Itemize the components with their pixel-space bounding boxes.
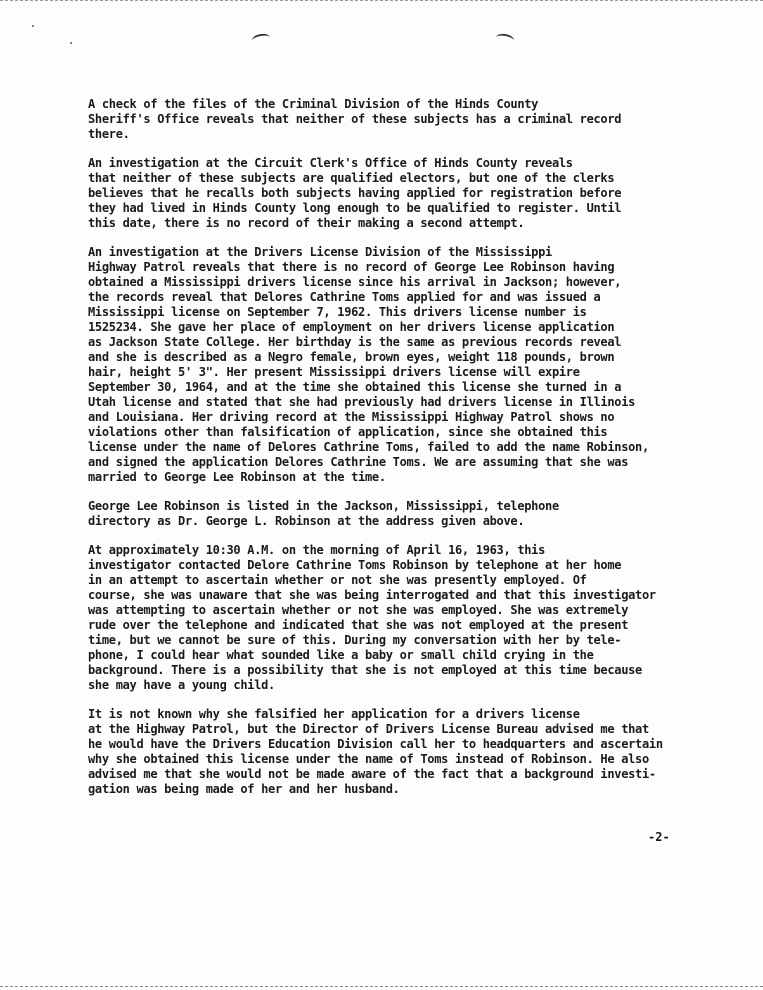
paragraph-criminal-records: A check of the files of the Criminal Division of the Hinds County Sheriff's Office reveals that neither of these subjects has a criminal record there. [88,97,622,141]
scan-speck [32,25,34,27]
page-number: -2- [648,830,670,844]
paragraph-drivers-license: An investigation at the Drivers License Division of the Mississippi Highway Patrol reveals that there is no record of George Lee Robinson having obtained a Mississippi drivers license since his arrival in Jackson; however, the records reveal that Delores Cathrine Toms applied for and was issued a Mississippi license on September 7, 1962. This drivers license number is 1525234. She gave her place of employment on her drivers license application as Jackson State College. Her birthday is the same as previous records reveal and she is described as a Negro female, brown eyes, weight 118 pounds, brown hair, height 5' 3". Her present Mississippi drivers license will expire September 30, 1964, and at the time she obtained this license she turned in a Utah license and stated that she had previously had drivers license in Illinois and Louisiana. Her driving record at the Mississippi Highway Patrol shows no violations other than falsification of application, since she obtained this license under the name of Delores Cathrine Toms, failed to add the name Robinson, and signed the application Delores Cathrine Toms. We are assuming that she was married to George Lee Robinson at the time. [88,245,649,484]
paragraph-falsified-application: It is not known why she falsified her application for a drivers license at the Highway Patrol, but the Director of Drivers License Bureau advised me that he would have the Drivers Education Division call her to headquarters and ascertain why she obtained this license under the name of Toms instead of Robinson. He also advised me that she would not be made aware of the fact that a background investi- gation was being made of her and her husband. [88,707,663,796]
paragraph-phone-contact: At approximately 10:30 A.M. on the morning of April 16, 1963, this investigator contacted Delore Cathrine Toms Robinson by telephone at her home in an attempt to ascertain whether or not she was presently employed. Of course, she was unaware that she was being interrogated and that this investigator was attempting to ascertain whether or not she was employed. She was extremely rude over the telephone and indicated that she was not employed at the present time, but we cannot be sure of this. During my conversation with her by tele- phone, I could hear what sounded like a baby or small child crying in the background. There is a possibility that she is not employed at this time because she may have a young child. [88,543,656,692]
staple-mark [495,33,514,46]
paragraph-circuit-clerk: An investigation at the Circuit Clerk's Office of Hinds County reveals that neither of these subjects are qualified electors, but one of the clerks believes that he recalls both subjects having applied for registration before they had lived in Hinds County long enough to be qualified to register. Until this date, there is no record of their making a second attempt. [88,156,622,230]
staple-mark [251,33,270,46]
top-border [0,0,763,1]
scan-speck [70,42,72,44]
document-body [88,97,728,811]
paragraph-telephone-directory: George Lee Robinson is listed in the Jackson, Mississippi, telephone directory as Dr. George L. Robinson at the address given above. [88,499,559,528]
bottom-border [0,986,763,987]
